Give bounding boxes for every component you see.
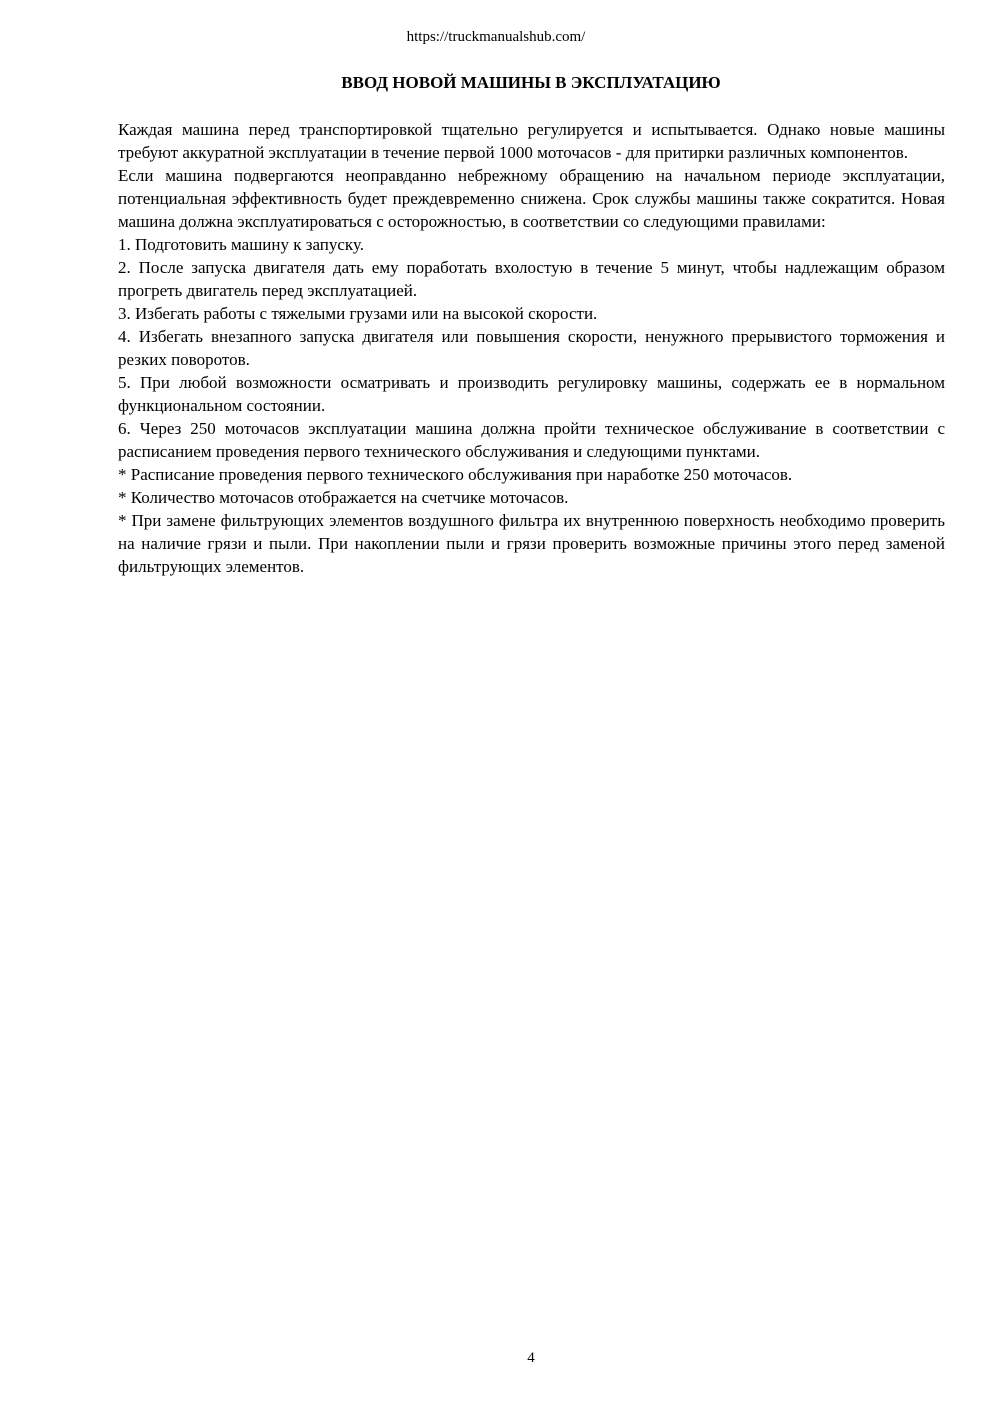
page-header-url[interactable]: https://truckmanualshub.com/ — [406, 29, 586, 45]
list-item: 5. При любой возможности осматривать и производить регулировку машины, содержать ее в нормальном функциональном состоянии. — [118, 373, 945, 415]
document-body — [118, 118, 945, 578]
bullet-item: * Количество моточасов отображается на счетчике моточасов. — [118, 488, 569, 507]
bullet-item: * При замене фильтрующих элементов воздушного фильтра их внутреннюю поверхность необходимо проверить на наличие грязи и пыли. При накоплении пыли и грязи проверить возможные причины этого перед заменой фильтрующих элементов. — [118, 511, 945, 576]
list-item: 6. Через 250 моточасов эксплуатации машина должна пройти техническое обслуживание в соответствии с расписанием проведения первого технического обслуживания и следующими пунктами. — [118, 419, 945, 461]
paragraph-intro: Каждая машина перед транспортировкой тщательно регулируется и испытывается. Однако новые машины требуют аккуратной эксплуатации в течение первой 1000 моточасов - для притирки различных компонентов. — [118, 120, 945, 162]
page-title: ВВОД НОВОЙ МАШИНЫ В ЭКСПЛУАТАЦИЮ — [341, 73, 721, 92]
list-item: 2. После запуска двигателя дать ему поработать вхолостую в течение 5 минут, чтобы надлежащим образом прогреть двигатель перед эксплуатацией. — [118, 258, 945, 300]
list-item: 3. Избегать работы с тяжелыми грузами или на высокой скорости. — [118, 304, 598, 323]
bullet-item: * Расписание проведения первого технического обслуживания при наработке 250 моточасов. — [118, 465, 793, 484]
list-item: 4. Избегать внезапного запуска двигателя или повышения скорости, ненужного прерывистого торможения и резких поворотов. — [118, 327, 945, 369]
paragraph-careless-use: Если машина подвергаются неоправданно небрежному обращению на начальном периоде эксплуатации, потенциальная эффективность будет преждевременно снижена. Срок службы машины также сократится. Новая машина должна эксплуатироваться с осторожностью, в соответствии со следующими правилами: — [118, 166, 945, 231]
page-number: 4 — [527, 1350, 535, 1366]
list-item: 1. Подготовить машину к запуску. — [118, 235, 365, 254]
